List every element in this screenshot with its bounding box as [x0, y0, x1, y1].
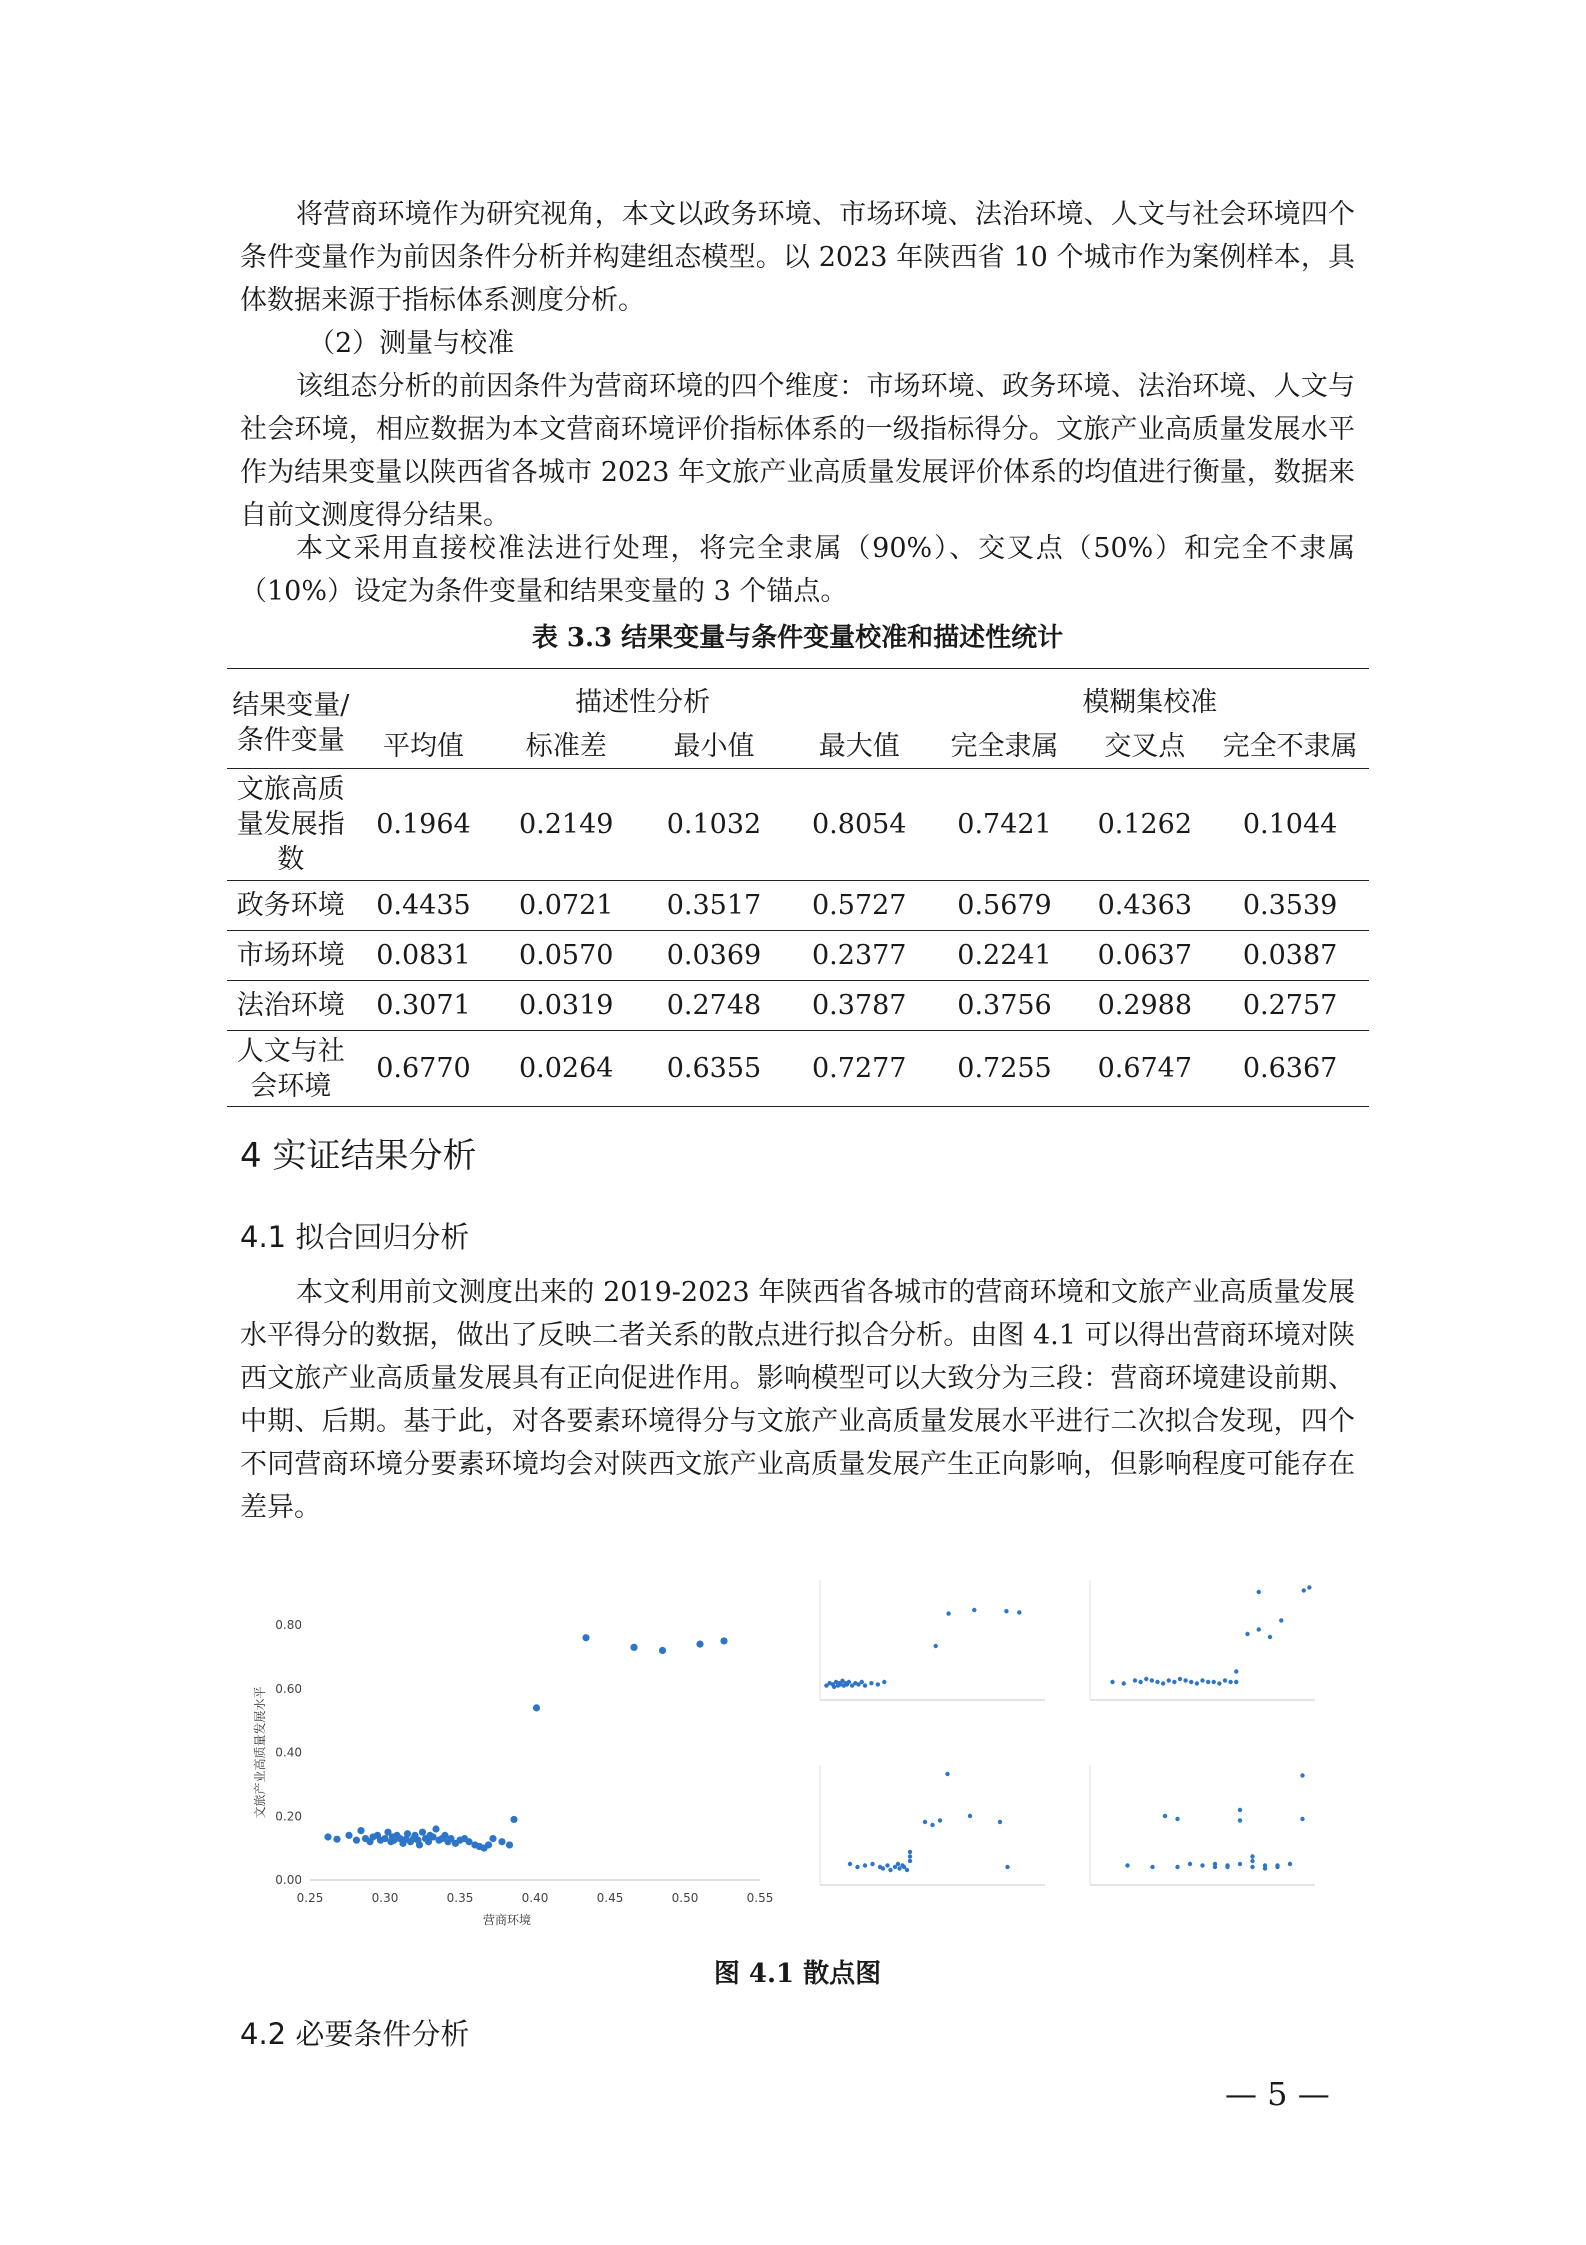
panel-data-point [832, 1685, 836, 1689]
y-tick-label: 0.20 [275, 1809, 302, 1824]
row-label-line: 会环境 [250, 1070, 332, 1102]
row-label: 政务环境 [236, 890, 345, 921]
y-tick-label: 0.40 [275, 1745, 302, 1760]
panel-data-point [1212, 1680, 1216, 1684]
panel-data-point [945, 1772, 949, 1776]
panel-data-point [1234, 1680, 1238, 1684]
panel-data-point [1234, 1669, 1238, 1673]
cell: 0.0369 [666, 940, 762, 971]
panel-data-point [934, 1644, 938, 1648]
panel-data-point [847, 1680, 851, 1684]
row-label-line: 数 [277, 844, 305, 875]
panel-data-point [1238, 1808, 1242, 1812]
x-tick-label: 0.40 [521, 1891, 549, 1905]
panel-data-point [908, 1854, 912, 1858]
panel-data-point [1161, 1681, 1165, 1685]
cell: 0.1964 [376, 809, 471, 840]
cell: 0.0637 [1097, 940, 1193, 971]
cell: 0.2377 [812, 940, 907, 971]
header-group-fuzzy: 模糊集校准 [1082, 686, 1218, 718]
x-tick-label: 0.30 [371, 1891, 399, 1905]
col-max: 最大值 [818, 730, 900, 762]
panel-data-point [923, 1820, 927, 1824]
panel-data-point [905, 1868, 909, 1872]
subsection-heading-2: 4.2 必要条件分析 [240, 2017, 470, 2051]
cell: 0.6770 [376, 1053, 471, 1084]
cell: 0.0319 [518, 990, 614, 1021]
cell: 0.0264 [518, 1053, 614, 1084]
panel-data-point [968, 1814, 972, 1818]
panel-data-point [1004, 1609, 1008, 1613]
y-tick-label: 0.00 [275, 1873, 302, 1887]
header-group-descriptive: 描述性分析 [575, 686, 711, 718]
col-std: 标准差 [525, 730, 607, 762]
cell: 0.0387 [1242, 940, 1338, 971]
data-point [582, 1634, 589, 1641]
subsection-heading: 4.1 拟合回归分析 [240, 1220, 470, 1254]
cell: 0.3517 [666, 890, 762, 921]
calibration-table [227, 668, 1369, 1107]
panel-data-point [1005, 1865, 1009, 1869]
panel-data-point [1263, 1866, 1267, 1870]
panel-data-point [1200, 1863, 1204, 1867]
panel-data-point [1223, 1678, 1227, 1682]
panel-data-point [1133, 1678, 1137, 1682]
cell: 0.1262 [1097, 809, 1193, 840]
cell: 0.5679 [957, 890, 1052, 921]
cell: 0.2241 [957, 940, 1052, 971]
panel-data-point [1175, 1865, 1179, 1869]
cell: 0.6355 [666, 1053, 762, 1084]
data-point [404, 1830, 411, 1837]
panel-data-point [860, 1680, 864, 1684]
col-crossover: 交叉点 [1104, 730, 1186, 762]
panel-data-point [896, 1862, 900, 1866]
row-label: 市场环境 [236, 940, 345, 971]
cell: 0.3756 [957, 990, 1052, 1021]
cell: 0.6747 [1097, 1053, 1193, 1084]
panel-data-point [1150, 1865, 1154, 1869]
main-scatter-chart [250, 1585, 774, 1927]
data-point [696, 1641, 703, 1648]
panel-data-point [1144, 1677, 1148, 1681]
data-point [720, 1637, 727, 1644]
cell: 0.2748 [666, 990, 762, 1021]
row-label [227, 769, 355, 881]
panel-data-point [1302, 1588, 1306, 1592]
paragraph-calibration: 本文采用直接校准法进行处理，将完全隶属（90%）、交叉点（50%）和完全不隶属（10%）设定为条件变量和结果变量的 3 个锚点。 [240, 533, 1355, 607]
panel-data-point [1213, 1862, 1217, 1866]
panel-data-point [876, 1682, 880, 1686]
panel-data-point [1125, 1863, 1129, 1867]
panel-data-point [1175, 1817, 1179, 1821]
panel-data-point [1017, 1610, 1021, 1614]
small-scatter-panels [790, 1560, 1330, 1920]
col-mean: 平均值 [382, 730, 464, 762]
data-point [353, 1837, 360, 1844]
panel-data-point [870, 1862, 874, 1866]
cell: 0.6367 [1242, 1053, 1338, 1084]
cell: 0.7255 [957, 1053, 1052, 1084]
table-row [227, 881, 1369, 931]
panel-data-point [1245, 1632, 1249, 1636]
panel-data-point [1300, 1817, 1304, 1821]
data-point [506, 1841, 513, 1848]
data-point [659, 1647, 666, 1654]
x-tick-label: 0.35 [446, 1891, 474, 1905]
table-row [227, 1031, 1369, 1107]
cell: 0.2757 [1242, 990, 1338, 1021]
panel-data-point [869, 1681, 873, 1685]
x-tick-label: 0.50 [671, 1891, 699, 1905]
cell: 0.3071 [376, 990, 471, 1021]
paragraph-conditions: 该组态分析的前因条件为营商环境的四个维度：市场环境、政务环境、法治环境、人文与社会环境，相应数据为本文营商环境评价指标体系的一级指标得分。文旅产业高质量发展水平作为结果变量以陕西省各城市 2023 年文旅产业高质量发展评价体系的均值进行衡量，数据来自前文测度得分结果。 [240, 371, 1355, 531]
cell: 0.7277 [812, 1053, 907, 1084]
cell: 0.2149 [518, 809, 614, 840]
data-point [333, 1836, 340, 1843]
panel-data-point [1300, 1773, 1304, 1777]
x-tick-label: 0.45 [596, 1891, 624, 1905]
table-caption: 表 3.3 结果变量与条件变量校准和描述性统计 [531, 623, 1064, 653]
panel-data-point [1122, 1681, 1126, 1685]
panel-data-point [1195, 1681, 1199, 1685]
cell: 0.1032 [666, 809, 762, 840]
cell: 0.0570 [518, 940, 614, 971]
panel-data-point [1279, 1618, 1283, 1622]
panel-data-point [1217, 1681, 1221, 1685]
panel-data-point [1163, 1814, 1167, 1818]
x-axis-label: 营商环境 [482, 1913, 532, 1927]
panel-data-point [1275, 1865, 1279, 1869]
panel-data-point [1228, 1680, 1232, 1684]
row-label-line: 量发展指 [236, 809, 345, 840]
data-point [489, 1835, 496, 1842]
panel-data-point [1268, 1635, 1272, 1639]
data-point [416, 1841, 423, 1848]
panel-data-point [1167, 1678, 1171, 1682]
data-point [432, 1825, 439, 1832]
panel-data-point [998, 1820, 1002, 1824]
panel-data-point [1250, 1854, 1254, 1858]
table-row [227, 981, 1369, 1031]
y-tick-label: 0.60 [275, 1681, 302, 1696]
cell: 0.3787 [812, 990, 907, 1021]
paragraph-intro: 将营商环境作为研究视角，本文以政务环境、市场环境、法治环境、人文与社会环境四个条件变量作为前因条件分析并构建组态模型。以 2023 年陕西省 10 个城市作为案例样本，具体数据来源于指标体系测度分析。 [240, 199, 1355, 316]
cell: 0.0831 [376, 940, 471, 971]
panel-data-point [1188, 1862, 1192, 1866]
header-variable-line1: 结果变量/ [232, 689, 350, 721]
panel-data-point [1150, 1678, 1154, 1682]
table-row [227, 769, 1369, 881]
panel-data-point [1307, 1585, 1311, 1589]
y-tick-label: 0.80 [275, 1618, 302, 1632]
data-point [533, 1704, 540, 1711]
cell: 0.4363 [1097, 890, 1193, 921]
panel-data-point [1189, 1680, 1193, 1684]
figure-caption: 图 4.1 散点图 [713, 1959, 882, 1989]
panel-data-point [855, 1865, 859, 1869]
row-label [227, 1031, 355, 1107]
panel-data-point [1257, 1627, 1261, 1631]
panel-data-point [1178, 1677, 1182, 1681]
data-point [357, 1827, 364, 1834]
col-min: 最小值 [673, 730, 755, 762]
data-point [510, 1816, 517, 1823]
data-point [485, 1841, 492, 1848]
panel-data-point [863, 1863, 867, 1867]
panel-data-point [938, 1818, 942, 1822]
row-label: 法治环境 [236, 990, 345, 1021]
panel-data-point [1172, 1680, 1176, 1684]
cell: 0.7421 [957, 809, 1052, 840]
cell: 0.8054 [812, 809, 907, 840]
panel-data-point [888, 1868, 892, 1872]
panel-data-point [1225, 1865, 1229, 1869]
row-label-line: 人文与社 [236, 1035, 345, 1067]
panel-data-point [908, 1859, 912, 1863]
panel-data-point [848, 1862, 852, 1866]
page-number: — 5 — [1225, 2075, 1330, 2113]
header-variable [227, 669, 355, 769]
panel-data-point [1155, 1680, 1159, 1684]
x-tick-label: 0.55 [746, 1891, 774, 1905]
cell: 0.3539 [1242, 890, 1338, 921]
panel-data-point [1138, 1680, 1142, 1684]
data-point [630, 1644, 637, 1651]
panel-data-point [1250, 1859, 1254, 1863]
cell: 0.2988 [1097, 990, 1193, 1021]
panel-data-point [908, 1850, 912, 1854]
cell: 0.1044 [1242, 809, 1338, 840]
data-point [419, 1829, 426, 1836]
data-point [324, 1833, 331, 1840]
panel-data-point [885, 1863, 889, 1867]
col-full-nonmembership: 完全不隶属 [1222, 730, 1358, 762]
y-axis-label: 文旅产业高质量发展水平 [253, 1686, 267, 1819]
panel-data-point [972, 1608, 976, 1612]
row-label-line: 文旅高质 [236, 774, 345, 805]
panel-data-point [863, 1683, 867, 1687]
table-row [227, 931, 1369, 981]
cell: 0.5727 [812, 890, 907, 921]
x-tick-label: 0.25 [296, 1891, 324, 1905]
cell: 0.0721 [518, 890, 614, 921]
header-variable-line2: 条件变量 [236, 724, 345, 756]
panel-data-point [1257, 1590, 1261, 1594]
panel-data-point [882, 1680, 886, 1684]
data-point [498, 1838, 505, 1845]
panel-data-point [1110, 1680, 1114, 1684]
panel-data-point [881, 1866, 885, 1870]
col-full-membership: 完全隶属 [950, 730, 1059, 762]
panel-data-point [1288, 1862, 1292, 1866]
panel-data-point [1200, 1678, 1204, 1682]
subheading-measurement: （2）测量与校准 [308, 328, 515, 359]
panel-data-point [1206, 1680, 1210, 1684]
panel-data-point [1238, 1818, 1242, 1822]
panel-data-point [930, 1823, 934, 1827]
section-heading: 4 实证结果分析 [240, 1136, 477, 1176]
panel-data-point [1238, 1862, 1242, 1866]
data-point [345, 1832, 352, 1839]
paragraph-regression: 本文利用前文测度出来的 2019-2023 年陕西省各城市的营商环境和文旅产业高质量发展水平得分的数据，做出了反映二者关系的散点进行拟合分析。由图 4.1 可以得出营商环境对陕西文旅产业高质量发展具有正向促进作用。影响模型可以大致分为三段：营商环境建设前期、中期、后期。基于此，对各要素环境得分与文旅产业高质量发展水平进行二次拟合发现，四个不同营商环境分要素环境均会对陕西文旅产业高质量发展产生正向影响，但影响程度可能存在差异。 [240, 1277, 1355, 1523]
panel-data-point [1183, 1678, 1187, 1682]
panel-data-point [946, 1611, 950, 1615]
panel-data-point [1250, 1865, 1254, 1869]
cell: 0.4435 [376, 890, 471, 921]
